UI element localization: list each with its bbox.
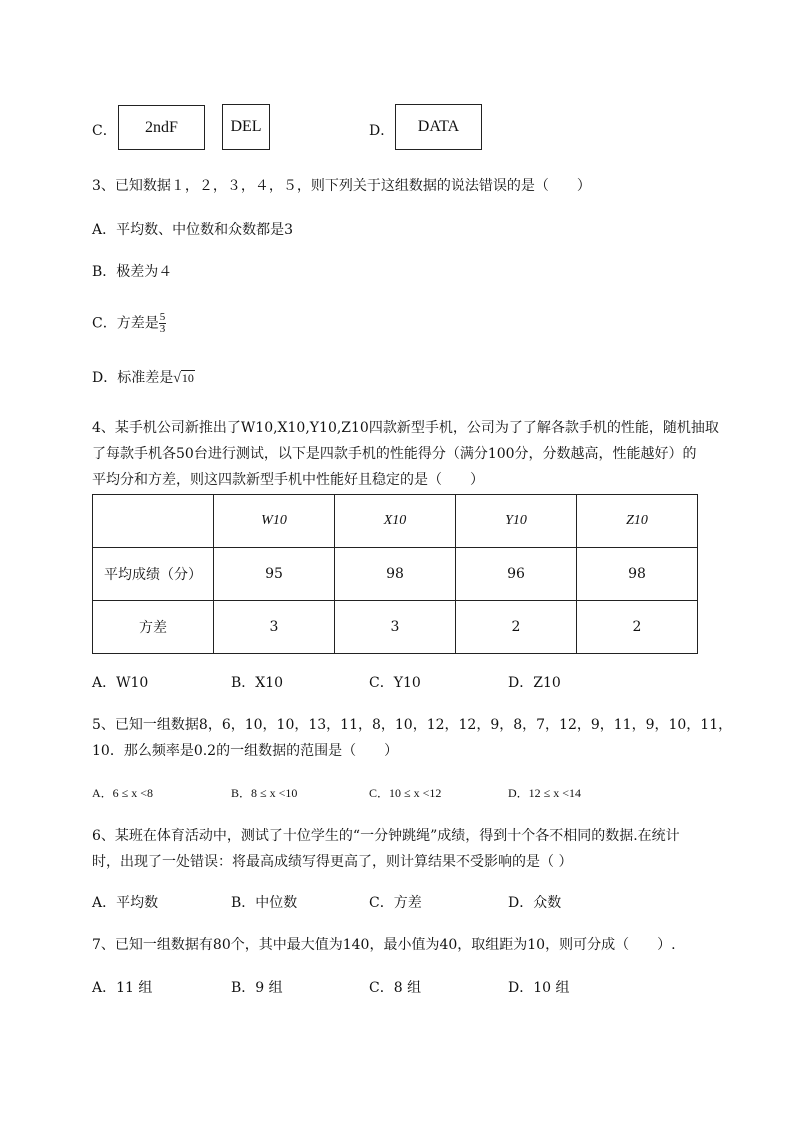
q3-option-c-prefix: C．方差是 (92, 315, 159, 332)
table-cell: 98 (335, 548, 456, 601)
q3-option-a: A．平均数、中位数和众数都是3 (92, 222, 294, 238)
table-header-cell: Y10 (456, 495, 577, 548)
q4-option-b: B．X10 (231, 675, 284, 691)
q3-stem: 3、已知数据１，２，３，４，５，则下列关于这组数据的说法错误的是（ ） (92, 178, 591, 194)
fraction-numerator: 5 (159, 311, 166, 323)
q4-option-c: C．Y10 (369, 675, 421, 691)
table-header-cell (93, 495, 214, 548)
q5-stem-line2: 10．那么频率是0.2的一组数据的范围是（ ） (92, 743, 399, 759)
q4-stem-line3: 平均分和方差，则这四款新型手机中性能好且稳定的是（ ） (92, 472, 484, 488)
q3-option-c (92, 312, 166, 335)
sqrt-radicand: 10 (181, 371, 194, 385)
q4-stem-line2: 了每款手机各50台进行测试，以下是四款手机的性能得分（满分100分，分数越高，性能越好）的 (92, 446, 697, 462)
key-del: DEL (222, 104, 270, 150)
table-row-label: 方差 (93, 601, 214, 654)
q5-option-d: D．12 ≤ x <14 (508, 786, 582, 800)
q7-option-c: C．8 组 (369, 980, 422, 996)
fraction-denominator: 3 (159, 323, 166, 335)
q7-option-d: D．10 组 (508, 980, 570, 996)
table-cell: 96 (456, 548, 577, 601)
table-cell: 95 (214, 548, 335, 601)
fraction (159, 312, 167, 335)
q6-option-d: D．众数 (508, 895, 562, 911)
table-row (93, 601, 698, 654)
q3-option-d (92, 368, 195, 389)
table-row (93, 548, 698, 601)
key-data: DATA (395, 104, 482, 150)
key-2ndf: 2ndF (118, 105, 205, 150)
q6-option-c: C．方差 (369, 895, 422, 911)
sqrt-expression: √10 (173, 371, 194, 386)
q6-option-b: B．中位数 (231, 895, 298, 911)
table-header-row (93, 495, 698, 548)
table-header-cell: Z10 (577, 495, 698, 548)
table-row-label: 平均成绩（分） (93, 548, 214, 601)
q6-option-a: A．平均数 (92, 895, 159, 911)
q4-option-d: D．Z10 (508, 675, 561, 691)
q5-option-a: A．6 ≤ x <8 (92, 786, 154, 800)
q4-stem-line1: 4、某手机公司新推出了W10,X10,Y10,Z10四款新型手机，公司为了了解各款手机的性能，随机抽取 (92, 420, 719, 436)
table-header-cell: W10 (214, 495, 335, 548)
table-cell: 2 (456, 601, 577, 654)
q7-stem: 7、已知一组数据有80个，其中最大值为140，最小值为40，取组距为10，则可分成（ ）. (92, 937, 676, 953)
table-cell: 98 (577, 548, 698, 601)
q3-option-b: B．极差为４ (92, 264, 173, 280)
q5-stem-line1: 5、已知一组数据8，6，10，10，13，11，8，10，12，12，9，8，7，12，9，11，9，10，11， (92, 717, 733, 733)
q4-option-a: A．W10 (92, 675, 149, 691)
q6-stem-line2: 时，出现了一处错误：将最高成绩写得更高了，则计算结果不受影响的是（ ） (92, 854, 573, 870)
table-header-cell: X10 (335, 495, 456, 548)
q5-option-b: B．8 ≤ x <10 (231, 786, 298, 800)
q7-option-b: B．9 组 (231, 980, 283, 996)
q5-option-c: C．10 ≤ x <12 (369, 786, 442, 800)
q3-option-d-prefix: D．标准差是 (92, 370, 174, 386)
table-cell: 3 (214, 601, 335, 654)
table-cell: 3 (335, 601, 456, 654)
q7-option-a: A．11 组 (92, 980, 153, 996)
q6-stem-line1: 6、某班在体育活动中，测试了十位学生的“一分钟跳绳”成绩，得到十个各不相同的数据.在统计 (92, 828, 680, 844)
table-cell: 2 (577, 601, 698, 654)
q2-option-d-label: D． (369, 123, 395, 139)
q4-data-table (92, 494, 698, 654)
q2-option-c-label: C． (92, 123, 117, 139)
